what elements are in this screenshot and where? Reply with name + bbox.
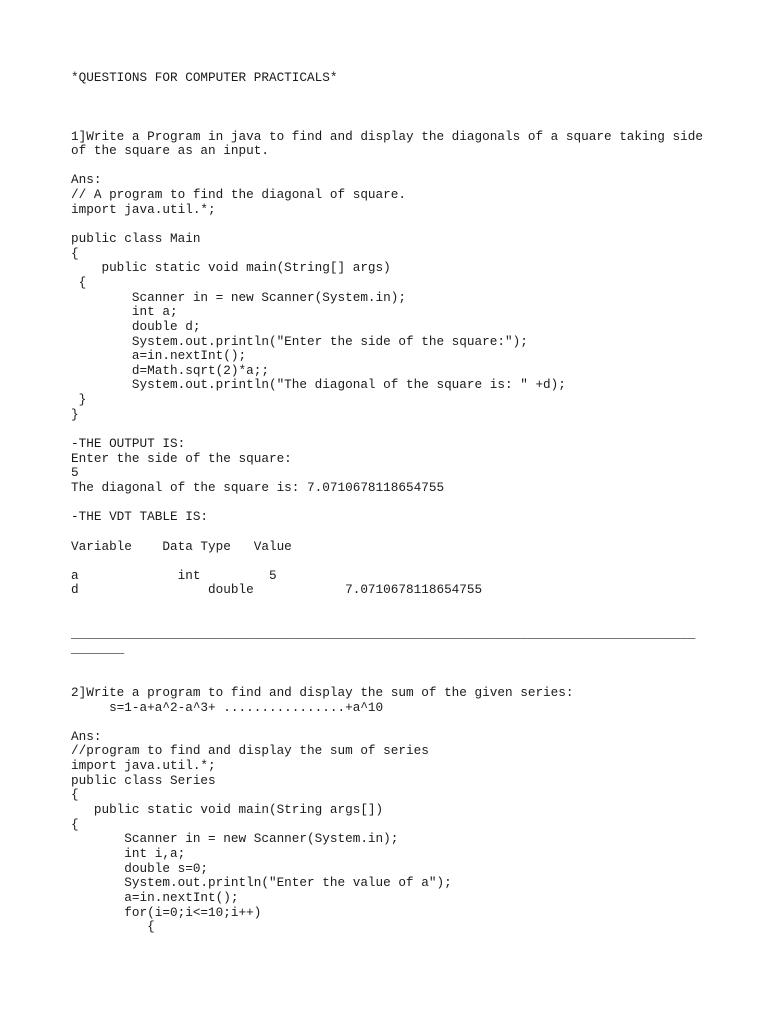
- text-line: d=Math.sqrt(2)*a;;: [71, 362, 269, 378]
- blank-line: [71, 657, 703, 672]
- text-line: public static void main(String[] args): [71, 260, 391, 276]
- text-line: 2]Write a program to find and display the sum of the given series:: [71, 684, 574, 700]
- blank-line: [71, 525, 703, 540]
- text-line: a int 5: [71, 567, 277, 583]
- text-line: int i,a;: [71, 845, 186, 861]
- blank-line: [71, 86, 703, 101]
- blank-line: [71, 671, 703, 686]
- text-line: double d;: [71, 318, 201, 334]
- text-line: }: [71, 392, 87, 408]
- blank-line: [71, 613, 703, 628]
- text-line: // A program to find the diagonal of square.: [71, 187, 407, 203]
- text-line: {: [71, 787, 79, 803]
- text-line: import java.util.*;: [71, 758, 216, 774]
- text-line: import java.util.*;: [71, 201, 216, 217]
- text-line: public class Series: [71, 772, 216, 788]
- text-line: a=in.nextInt();: [71, 348, 247, 364]
- blank-line: [71, 554, 703, 569]
- blank-line: [71, 715, 703, 730]
- text-line: Ans:: [71, 172, 102, 188]
- text-line: Enter the side of the square:: [71, 450, 292, 466]
- text-line: d double 7.0710678118654755: [71, 582, 483, 598]
- text-line: -THE VDT TABLE IS:: [71, 509, 209, 525]
- blank-line: [71, 496, 703, 511]
- blank-line: [71, 598, 703, 613]
- text-line: Variable Data Type Value: [71, 538, 292, 554]
- blank-line: [71, 422, 703, 437]
- text-line: System.out.println("Enter the side of the square:");: [71, 333, 528, 349]
- text-line: -THE OUTPUT IS:: [71, 436, 186, 452]
- separator-rule: _______: [71, 640, 125, 656]
- blank-line: [71, 217, 703, 232]
- text-line: a=in.nextInt();: [71, 889, 239, 905]
- text-line: Ans:: [71, 728, 102, 744]
- text-line: //program to find and display the sum of series: [71, 743, 429, 759]
- document-page: [71, 71, 703, 935]
- text-line: for(i=0;i<=10;i++): [71, 904, 262, 920]
- text-line: public static void main(String args[]): [71, 802, 384, 818]
- text-line: public class Main: [71, 231, 201, 247]
- text-line: Scanner in = new Scanner(System.in);: [71, 831, 399, 847]
- blank-line: [71, 100, 703, 115]
- text-line: int a;: [71, 304, 178, 320]
- text-line: of the square as an input.: [71, 143, 269, 159]
- text-line: System.out.println("The diagonal of the square is: " +d);: [71, 377, 566, 393]
- text-line: *QUESTIONS FOR COMPUTER PRACTICALS*: [71, 70, 338, 85]
- text-line: {: [71, 245, 79, 261]
- blank-line: [71, 159, 703, 174]
- text-line: Scanner in = new Scanner(System.in);: [71, 289, 407, 305]
- text-line: {: [71, 919, 155, 935]
- text-line: System.out.println("Enter the value of a");: [71, 875, 452, 891]
- text-line: 1]Write a Program in java to find and display the diagonals of a square taking side: [71, 128, 703, 144]
- blank-line: [71, 115, 703, 130]
- text-line: The diagonal of the square is: 7.0710678118654755: [71, 479, 445, 495]
- text-line: double s=0;: [71, 860, 209, 876]
- text-line: s=1-a+a^2-a^3+ ................+a^10: [71, 699, 384, 715]
- text-line: }: [71, 406, 79, 422]
- text-line: {: [71, 274, 87, 290]
- text-line: 5: [71, 465, 79, 481]
- separator-rule: __________________________________________________________________________________: [71, 626, 696, 642]
- text-line: {: [71, 816, 79, 832]
